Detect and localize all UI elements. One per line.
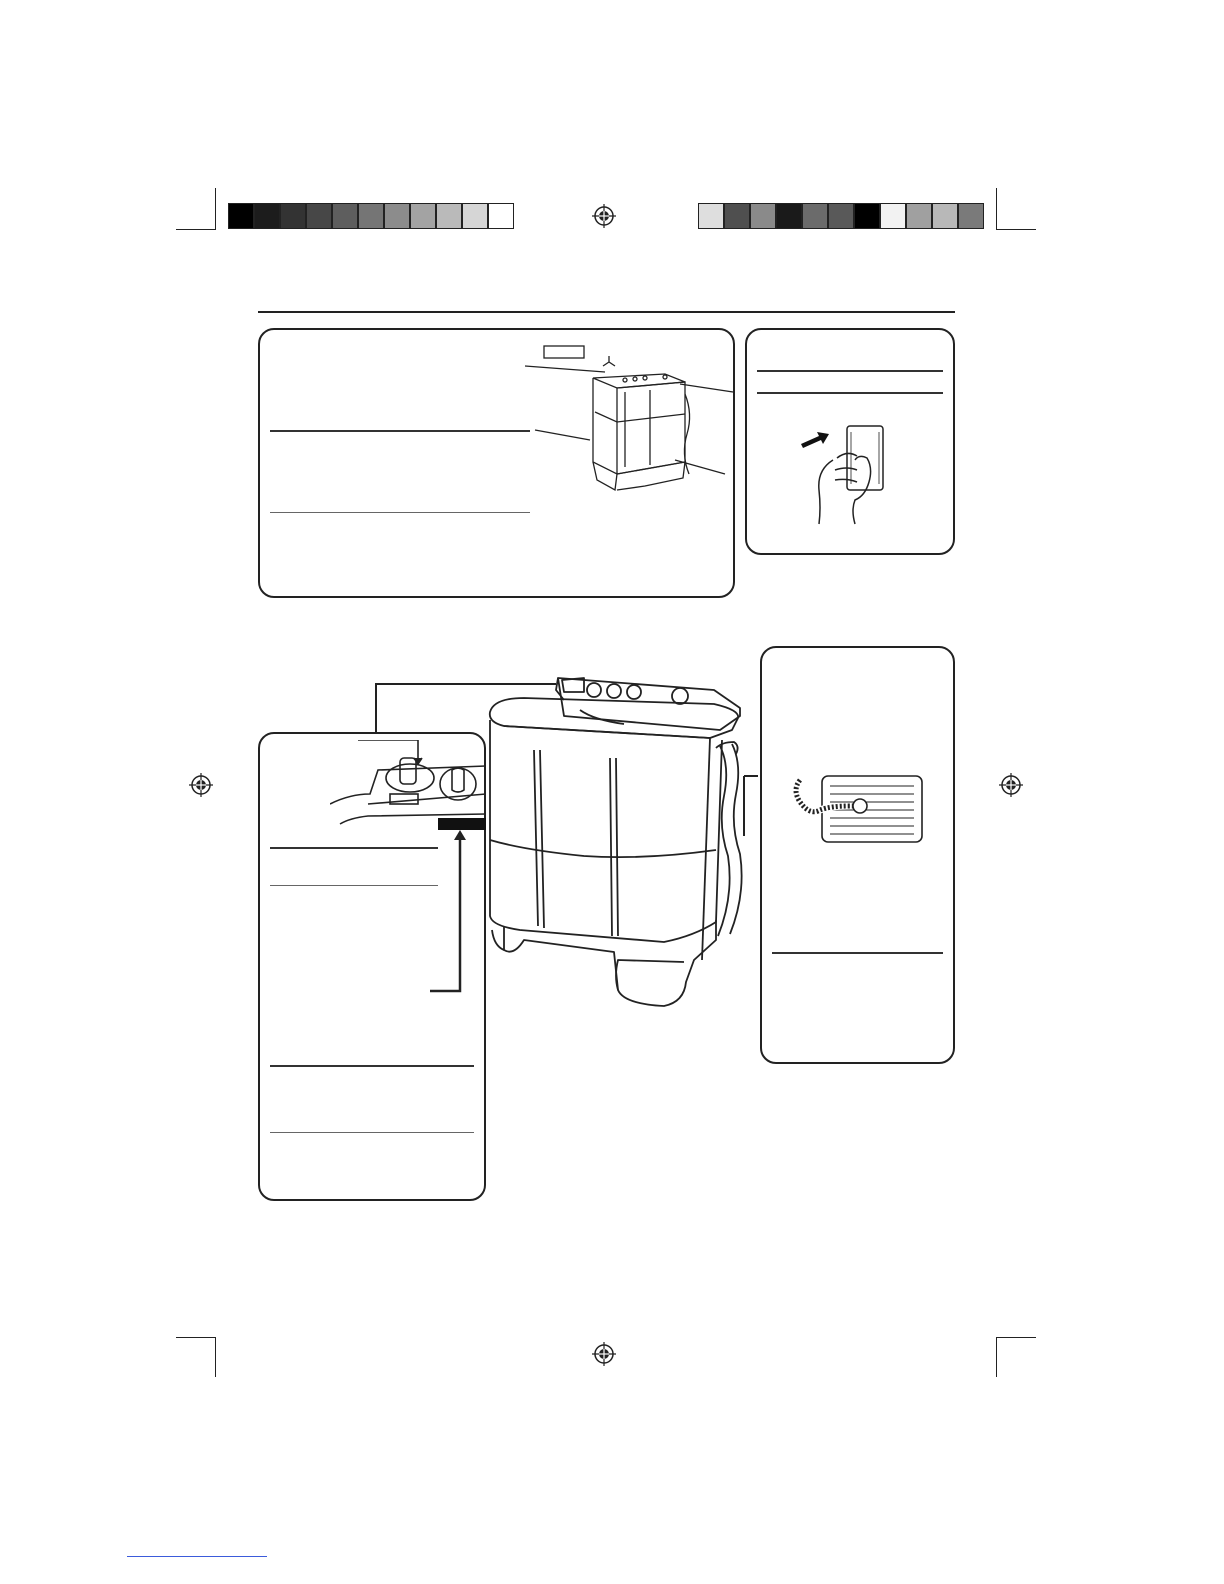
crop-mark-icon [176,1337,216,1338]
control-pointer-arrow [428,828,468,998]
crop-mark-icon [996,1337,1036,1338]
registration-mark-icon [189,773,213,797]
header-rule [258,311,955,313]
color-swatch [332,203,358,229]
crop-mark-icon [996,229,1036,230]
color-swatch [906,203,932,229]
color-swatch [280,203,306,229]
color-swatch [462,203,488,229]
color-swatch [750,203,776,229]
registration-mark-icon [592,1342,616,1366]
control-detail-divider [270,847,438,849]
color-swatch [854,203,880,229]
color-swatch [958,203,984,229]
control-detail-divider [270,885,438,886]
hand-plug-icon [795,420,905,530]
washer-placement-illustration [525,342,735,502]
drain-hose-divider [772,952,943,954]
color-swatch [254,203,280,229]
installation-divider [270,512,530,513]
control-detail-divider [270,1132,474,1133]
drain-hose-coil-icon [790,766,930,848]
color-swatch [932,203,958,229]
twin-tub-washer-illustration [484,660,754,1020]
color-swatch [228,203,254,229]
color-swatch [306,203,332,229]
control-detail-divider [270,1065,474,1067]
color-swatch [776,203,802,229]
color-swatch [384,203,410,229]
color-swatch [488,203,514,229]
color-swatch [358,203,384,229]
color-swatch [828,203,854,229]
color-swatch [410,203,436,229]
color-swatch [436,203,462,229]
crop-mark-icon [215,188,216,230]
installation-divider [270,430,530,432]
crop-mark-icon [996,1337,997,1377]
crop-mark-icon [996,188,997,230]
registration-mark-icon [592,204,616,228]
crop-mark-icon [215,1337,216,1377]
plug-divider [757,392,943,394]
color-swatch [724,203,750,229]
drain-hose-panel [760,646,955,1064]
color-swatch [880,203,906,229]
plug-divider [757,370,943,372]
registration-mark-icon [999,773,1023,797]
color-swatch [698,203,724,229]
footer-link-underline [127,1556,267,1557]
color-swatch [802,203,828,229]
crop-mark-icon [176,229,216,230]
